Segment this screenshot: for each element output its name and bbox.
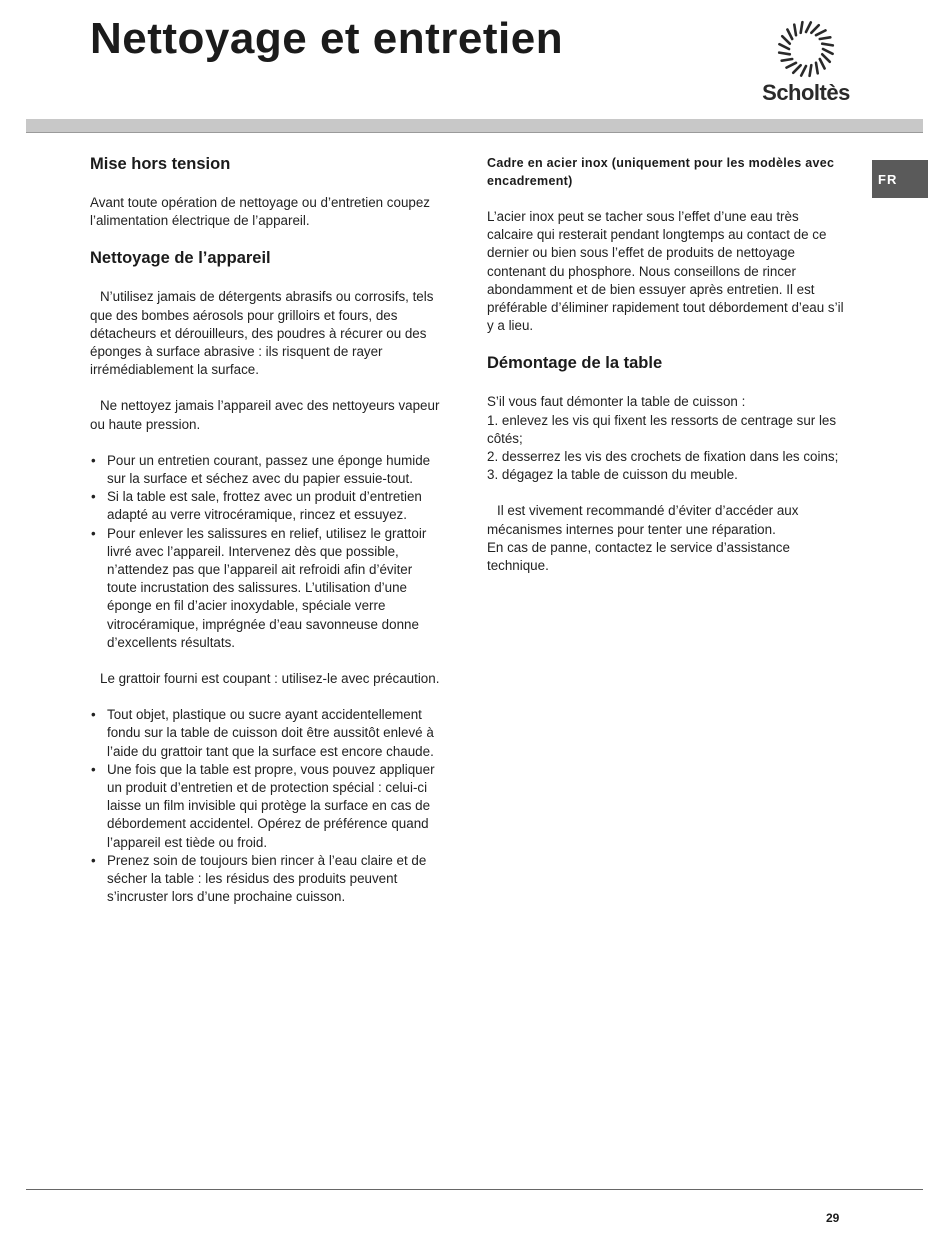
sun-ray — [806, 22, 811, 32]
sun-ray — [787, 30, 792, 40]
paragraph: L’acier inox peut se tacher sous l’effet d’une eau très calcaire qui resterait pendant longtemps au contact de ce dernier ou bien sous l’effet de produits de nettoyage contenant du phosphore. Nous conseillons de rincer abondamment et de bien essuyer après entretien. Il est préférable d’éliminer rapidement tout débordement d’eau s’il y a lieu. — [487, 209, 844, 334]
sun-ray — [816, 63, 818, 74]
sun-ray — [801, 66, 806, 76]
paragraph: Ne nettoyez jamais l’appareil avec des nettoyeurs vapeur ou haute pression. — [90, 398, 440, 432]
list-item: • Prenez soin de toujours bien rincer à l’eau claire et de sécher la table : les résidus des produits peuvent s’incruster lors d’une prochaine cuisson. — [90, 852, 445, 907]
sun-ray — [820, 37, 831, 39]
paragraph: S’il vous faut démonter la table de cuisson : — [487, 394, 746, 410]
sun-ray — [793, 65, 801, 73]
header-divider-bar — [26, 119, 923, 132]
list-item: • Pour enlever les salissures en relief, utilisez le grattoir livré avec l’appareil. Intervenez dès que possible, n’attendez pas que l’appareil ait refroidi afin d’éviter toute incrustation des salissures. L’utilisation d’une éponge en fil d’acier inoxydable, spéciale verre vitrocéramique, imprégnée d’eau savonneuse donne d’excellents résultats. — [90, 525, 445, 652]
sun-ray — [822, 44, 833, 46]
page-title: Nettoyage et entretien — [90, 14, 564, 63]
sun-ray — [787, 63, 797, 68]
sun-ray — [782, 36, 790, 44]
sun-ray — [779, 44, 789, 49]
sun-ray — [801, 22, 803, 33]
sun-ray — [782, 59, 793, 61]
sun-ray — [810, 65, 812, 76]
step-item: 3. dégagez la table de cuisson du meuble. — [487, 467, 738, 483]
brand-name: Scholtès — [762, 80, 850, 105]
sun-ray — [816, 30, 826, 35]
right-column — [487, 154, 847, 593]
sun-ray — [820, 59, 825, 69]
section-title-stainless-frame: Cadre en acier inox (uniquement pour les modèles avec encadrement) — [487, 156, 835, 188]
list-item: • Une fois que la table est propre, vous pouvez appliquer un produit d’entretien et de protection spécial : celui-ci laisse un film invisible qui protège la surface en cas de débordement accidentel. Opérez de préférence quand l’appareil est tiède ou froid. — [90, 761, 445, 852]
paragraph: N’utilisez jamais de détergents abrasifs ou corrosifs, tels que des bombes aérosols pour grilloirs et fours, des détacheurs et dérouilleurs, des poudres à récurer ou des éponges à surface abrasive : ils risquent de rayer irrémédiablement la surface. — [90, 289, 434, 378]
footer-divider — [26, 1189, 923, 1190]
steps-list — [487, 393, 847, 484]
sun-ray — [811, 25, 819, 33]
sun-ray — [823, 49, 833, 54]
brand-logo — [756, 18, 856, 108]
header-divider-line — [26, 132, 923, 133]
step-item: 2. desserrez les vis des crochets de fixation dans les coins; — [487, 449, 839, 465]
sun-icon — [774, 18, 838, 80]
step-item: 1. enlevez les vis qui fixent les ressorts de centrage sur les côtés; — [487, 412, 837, 446]
section-title-cleaning: Nettoyage de l’appareil — [90, 249, 271, 268]
paragraph: En cas de panne, contactez le service d’assistance technique. — [487, 539, 790, 574]
section-title-dismantling: Démontage de la table — [487, 354, 663, 373]
paragraph: Il est vivement recommandé d’éviter d’accéder aux mécanismes internes pour tenter une réparation. — [487, 503, 799, 537]
language-tab: FR — [872, 160, 928, 198]
bullet-list — [90, 452, 445, 652]
section-title-power-off: Mise hors tension — [90, 155, 231, 173]
left-column — [90, 154, 445, 925]
page-number: 29 — [826, 1211, 840, 1225]
list-item: • Si la table est sale, frottez avec un produit d’entretien adapté au verre vitrocéramique, rincez et essuyez. — [90, 488, 445, 524]
paragraph: Avant toute opération de nettoyage ou d’entretien coupez l’alimentation électrique de l’appareil. — [90, 195, 430, 229]
bullet-list — [90, 706, 445, 906]
list-item: • Tout objet, plastique ou sucre ayant accidentellement fondu sur la table de cuisson doit être aussitôt enlevé à l’aide du grattoir tant que la surface est encore chaude. — [90, 706, 445, 761]
sun-ray — [794, 25, 796, 36]
paragraph: Le grattoir fourni est coupant : utilisez-le avec précaution. — [100, 671, 440, 687]
sun-ray — [779, 53, 790, 55]
list-item: • Pour un entretien courant, passez une éponge humide sur la surface et séchez avec du papier essuie-tout. — [90, 452, 445, 488]
sun-ray — [822, 54, 830, 62]
